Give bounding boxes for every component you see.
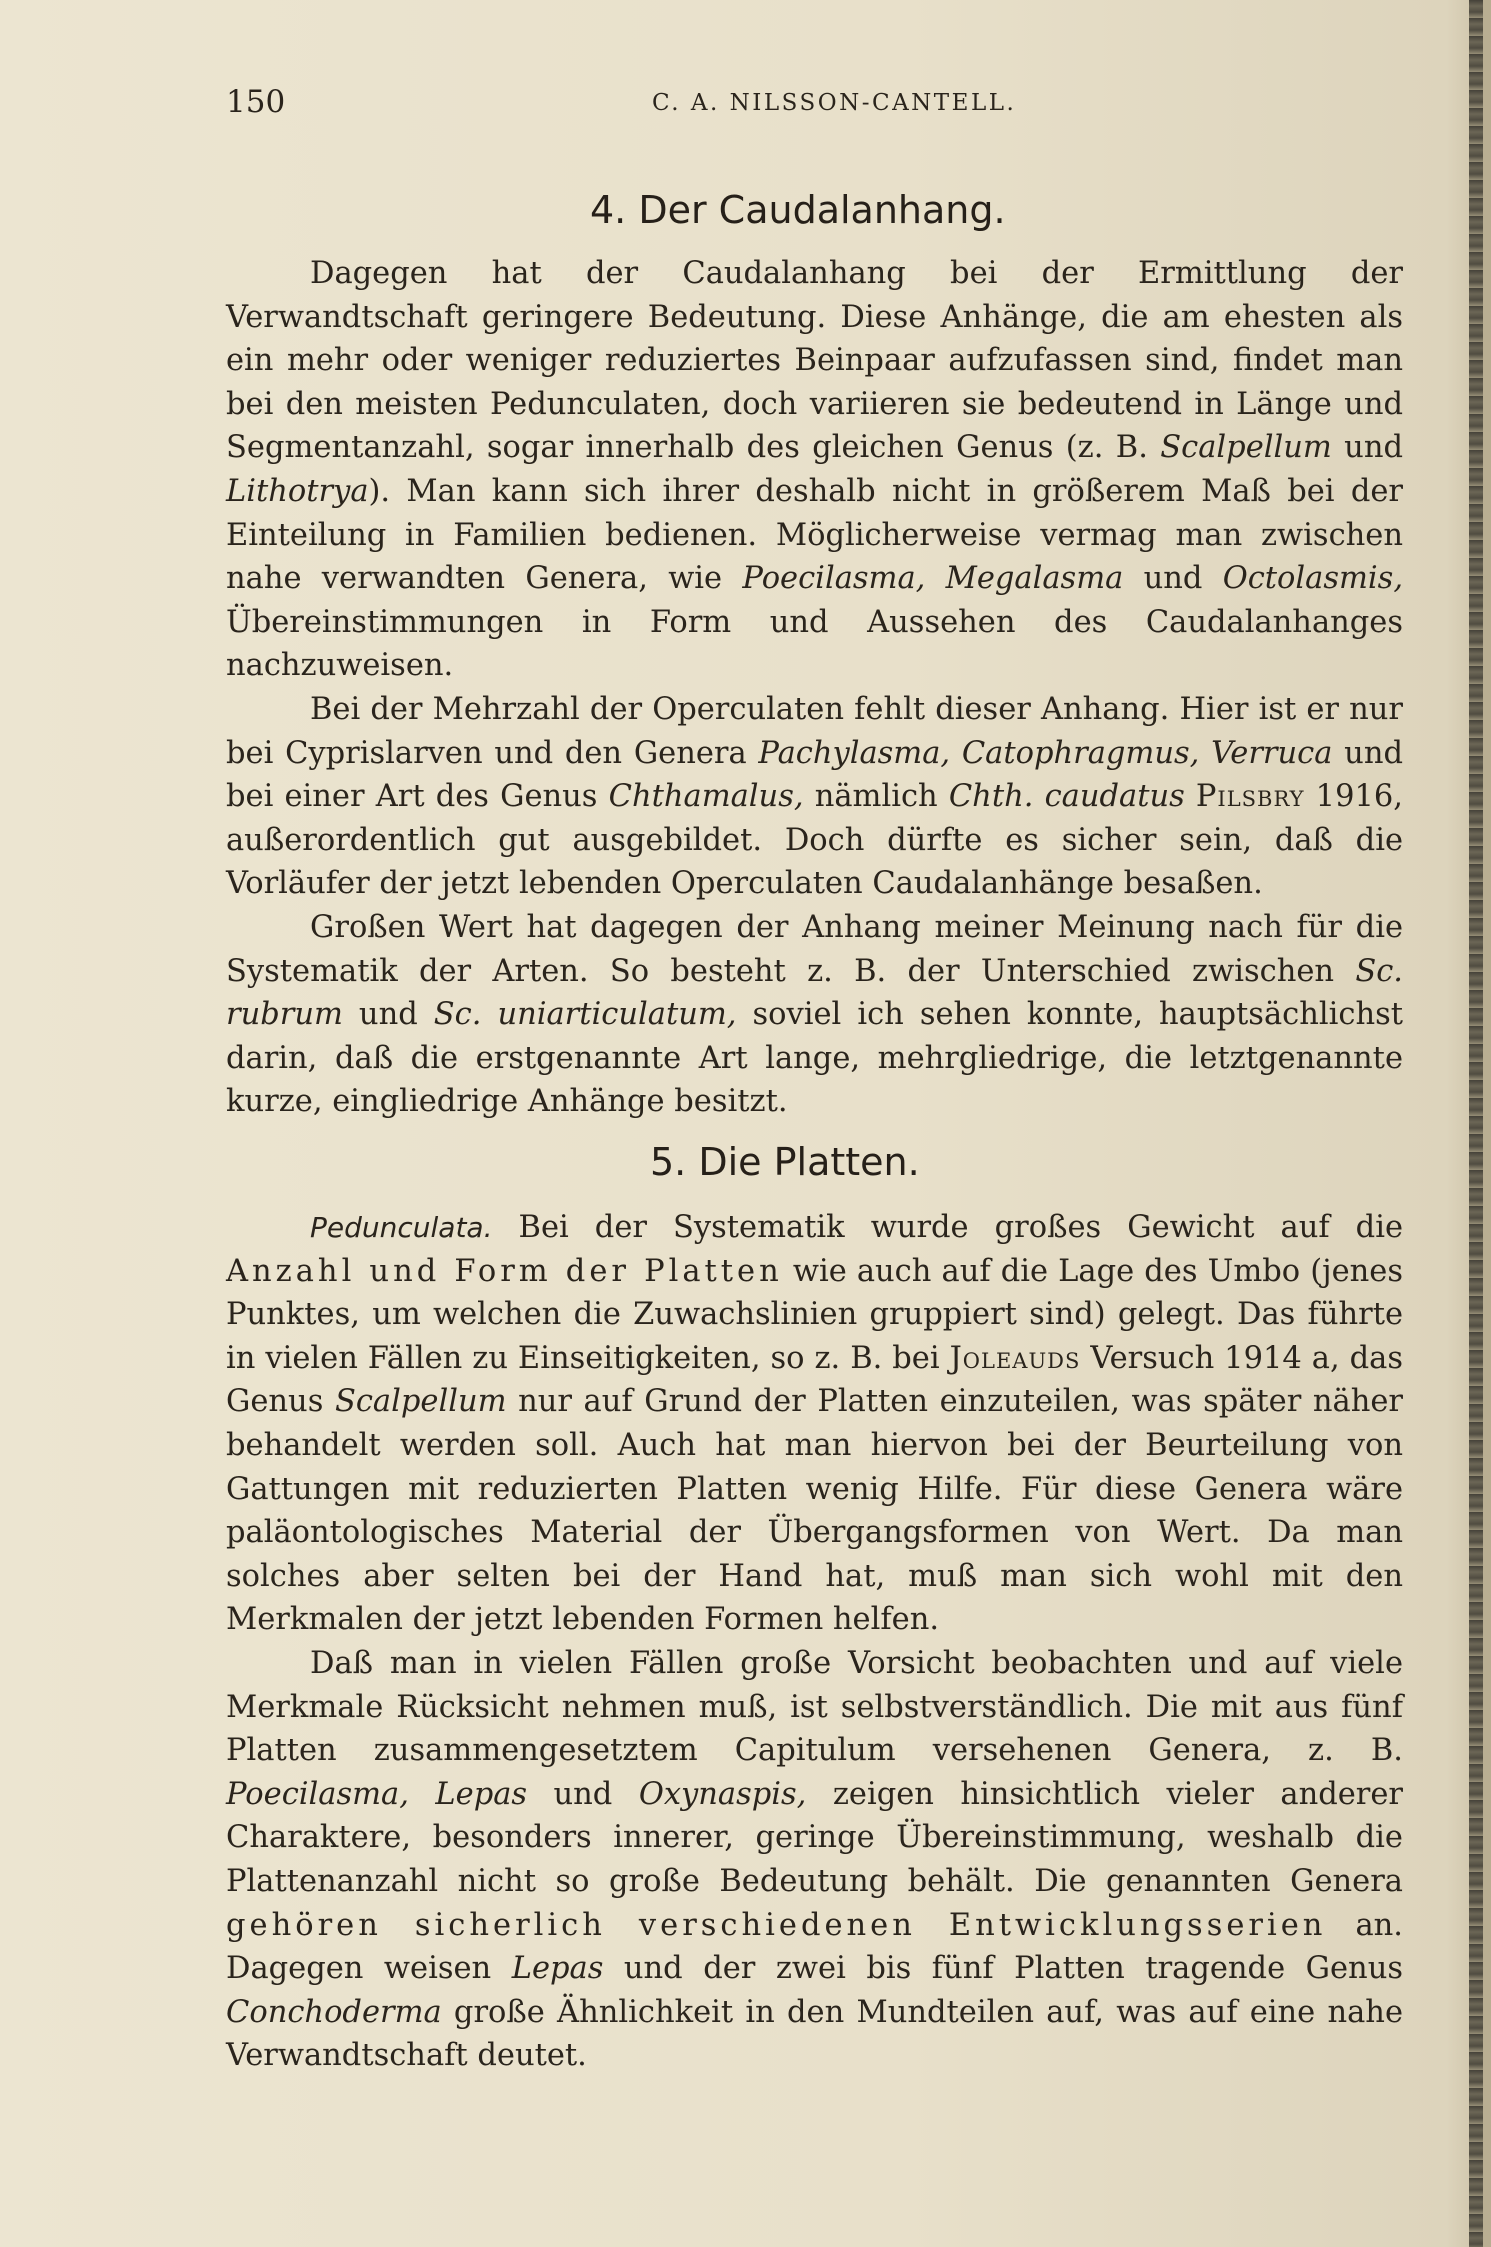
section-4-heading: 4. Der Caudalanhang.	[590, 188, 1006, 232]
paragraph: Großen Wert hat dagegen der Anhang meiner Meinung nach für die Systematik der Arten. So besteht z. B. der Unterschied zwischen Sc. rubrum und Sc. uniarticulatum, soviel ich sehen konnte, hauptsächlichst darin, daß die erstgenannte Art lange, mehrgliedrige, die letztgenannte kurze, eingliedrige Anhänge besitzt.	[226, 909, 1403, 1120]
section-5-body	[226, 1206, 1403, 2078]
paragraph: Dagegen hat der Caudalanhang bei der Ermittlung der Verwandtschaft geringere Bedeutung. Diese Anhänge, die am ehesten als ein mehr oder weniger reduziertes Beinpaar aufzufassen sind, findet man bei den meisten Pedunculaten, doch variieren sie bedeutend in Länge und Segmentanzahl, sogar innerhalb des gleichen Genus (z. B. Scalpellum und Lithotrya). Man kann sich ihrer deshalb nicht in größerem Maß bei der Einteilung in Familien bedienen. Möglicherweise vermag man zwischen nahe verwandten Genera, wie Poecilasma, Megalasma und Octolasmis, Übereinstimmungen in Form und Aussehen des Caudalanhanges nachzuweisen.	[226, 256, 1404, 684]
book-edge-outer	[1483, 0, 1491, 2247]
paragraph: Bei der Mehrzahl der Operculaten fehlt dieser Anhang. Hier ist er nur bei Cyprislarven und den Genera Pachylasma, Catophragmus, Verruca und bei einer Art des Genus Chthamalus, nämlich Chth. caudatus Pilsbry 1916, außerordentlich gut ausgebildet. Doch dürfte es sicher sein, daß die Vorläufer der jetzt lebenden Operculaten Caudalanhänge besaßen.	[226, 691, 1403, 902]
section-4-body	[226, 252, 1403, 1124]
page-number: 150	[226, 84, 286, 120]
running-title: C. A. NILSSON-CANTELL.	[652, 90, 1017, 116]
section-5-heading: 5. Die Platten.	[650, 1140, 920, 1184]
paragraph: Daß man in vielen Fällen große Vorsicht beobachten und auf viele Merkmale Rücksicht nehmen muß, ist selbstverständlich. Die mit aus fünf Platten zusammengesetztem Capitulum versehenen Genera, z. B. Poecilasma, Lepas und Oxynaspis, zeigen hinsichtlich vieler anderer Charaktere, besonders innerer, geringe Übereinstimmung, weshalb die Plattenanzahl nicht so große Bedeutung behält. Die genannten Genera gehören sicherlich verschiedenen Entwicklungsserien an. Dagegen weisen Lepas und der zwei bis fünf Platten tragende Genus Conchoderma große Ähnlichkeit in den Mundteilen auf, was auf eine nahe Verwandtschaft deutet.	[226, 1645, 1403, 2074]
book-edge	[1469, 0, 1483, 2247]
paragraph: Pedunculata. Bei der Systematik wurde großes Gewicht auf die Anzahl und Form der Platten wie auch auf die Lage des Umbo (jenes Punktes, um welchen die Zuwachslinien gruppiert sind) gelegt. Das führte in vielen Fällen zu Einseitigkeiten, so z. B. bei Joleauds Versuch 1914 a, das Genus Scalpellum nur auf Grund der Platten einzuteilen, was später näher behandelt werden soll. Auch hat man hiervon bei der Beurteilung von Gattungen mit reduzierten Platten wenig Hilfe. Für diese Genera wäre paläontologisches Material der Übergangsformen von Wert. Da man solches aber selten bei der Hand hat, muß man sich wohl mit den Merkmalen der jetzt lebenden Formen helfen.	[226, 1210, 1403, 1638]
page-header	[226, 84, 1406, 124]
